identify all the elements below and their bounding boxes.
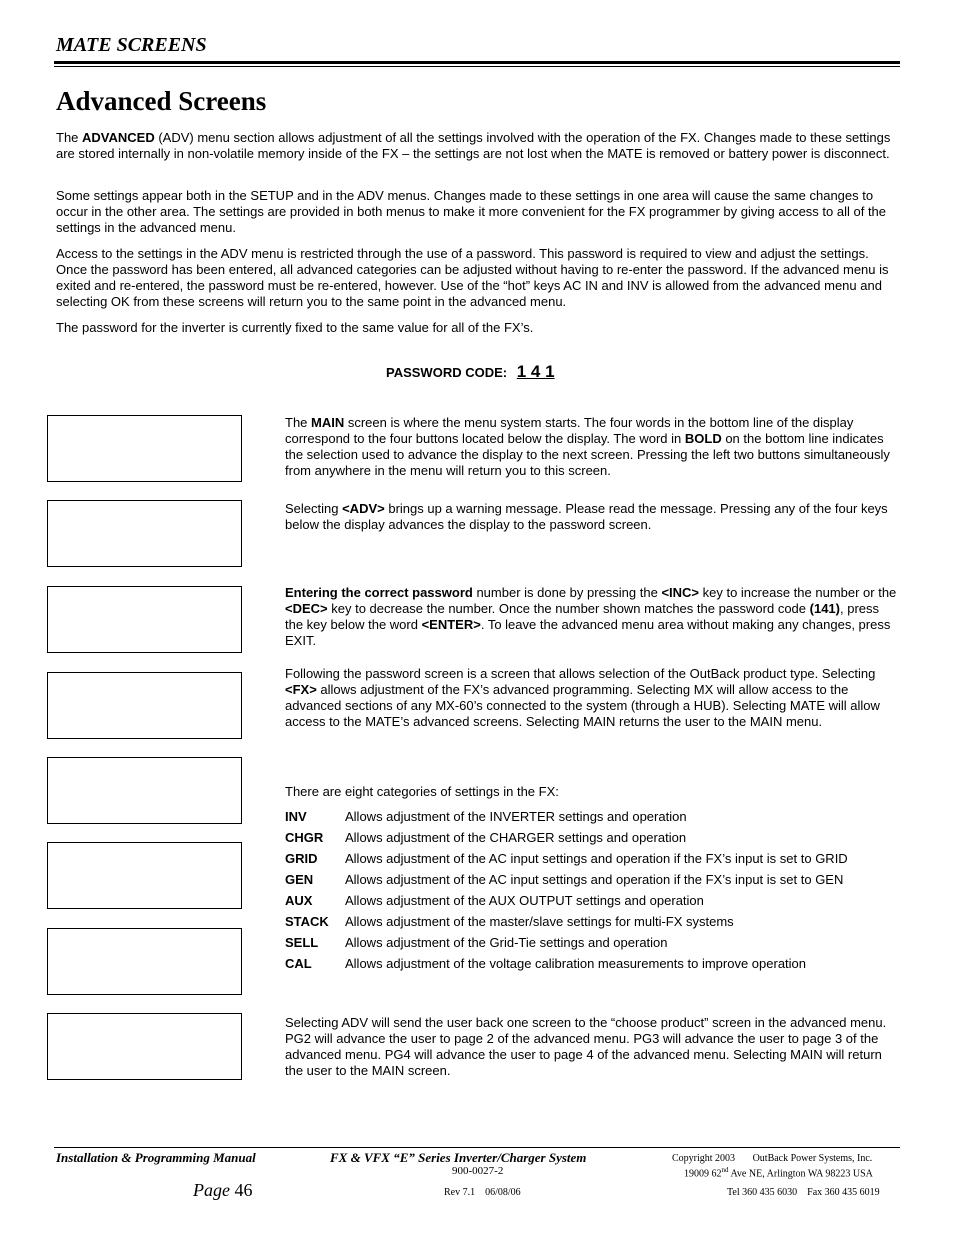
password-label: PASSWORD CODE: bbox=[386, 365, 508, 380]
screen-display-fx-page-3 bbox=[47, 928, 242, 995]
footer-revision bbox=[444, 1187, 521, 1198]
footer-page-value: 46 bbox=[234, 1180, 253, 1200]
footer-page-label: Page bbox=[193, 1180, 230, 1200]
intro-paragraph-2: Some settings appear both in the SETUP and in the ADV menus. Changes made to these settings in one area will cause the same changes to occur in the other area. The settings are provided in both menus to make it more convenient for the FX programmer by giving access to all of the settings in the advanced menu. bbox=[56, 188, 887, 235]
bold-text: BOLD bbox=[684, 431, 722, 446]
category-description: Allows adjustment of the master/slave settings for multi-FX systems bbox=[345, 914, 734, 929]
footer-tel: Tel 360 435 6030 bbox=[727, 1187, 798, 1198]
footer-part-number: 900-0027-2 bbox=[452, 1165, 504, 1177]
password-code bbox=[386, 362, 555, 382]
text-run: The bbox=[285, 415, 312, 430]
header-rule-thick bbox=[54, 61, 900, 64]
bold-text: <INC> bbox=[661, 585, 700, 600]
intro-1-post: (ADV) menu section allows adjustment of all the settings involved with the operation of the FX. Changes made to these settings are stored internally in non-volatile memory inside of the FX – the settings are not lost when the MATE is removed or battery power is disconnect. bbox=[56, 130, 891, 161]
screen-desc-choose-product bbox=[285, 666, 897, 730]
text-run: . To leave the advanced menu area without making any changes, press EXIT. bbox=[285, 617, 891, 648]
header-rule-thin bbox=[54, 66, 900, 67]
screen-desc-warning bbox=[285, 501, 897, 533]
bold-text: MAIN bbox=[311, 415, 345, 430]
bold-text: (141) bbox=[809, 601, 840, 616]
intro-1-pre: The bbox=[56, 130, 83, 145]
category-key: INV bbox=[285, 809, 307, 824]
category-key: SELL bbox=[285, 935, 319, 950]
category-key: CAL bbox=[285, 956, 312, 971]
footer-copyright-year: Copyright 2003 bbox=[672, 1153, 736, 1164]
text-run: key to decrease the number. Once the number shown matches the password code bbox=[327, 601, 810, 616]
bold-text: <DEC> bbox=[285, 601, 328, 616]
bold-text: <FX> bbox=[285, 682, 317, 697]
category-description: Allows adjustment of the AC input settings and operation if the FX’s input is set to GEN bbox=[345, 872, 844, 887]
footer-address-pre: 19009 62 bbox=[684, 1168, 722, 1180]
category-key: CHGR bbox=[285, 830, 324, 845]
footer-company: OutBack Power Systems, Inc. bbox=[752, 1153, 873, 1164]
screen-display-main bbox=[47, 415, 242, 482]
footer-rule bbox=[54, 1147, 900, 1148]
password-value: 1 4 1 bbox=[516, 362, 555, 381]
category-description: Allows adjustment of the voltage calibration measurements to improve operation bbox=[345, 956, 807, 971]
footer-fax: Fax 360 435 6019 bbox=[807, 1187, 880, 1198]
text-run: allows adjustment of the FX’s advanced programming. Selecting MX will allow access to the advanced sections of any MX-60’s connected to the system (through a HUB). Selecting MATE will allow access to the MATE’s advanced screens. Selecting MAIN returns the user to the MAIN menu. bbox=[285, 682, 880, 729]
footer-system-title: FX & VFX “E” Series Inverter/Charger System bbox=[330, 1150, 587, 1165]
category-description: Allows adjustment of the AUX OUTPUT settings and operation bbox=[345, 893, 704, 908]
screen-display-choose-product bbox=[47, 672, 242, 739]
text-run: brings up a warning message. Please read the message. Pressing any of the four keys below the display advances the display to the password screen. bbox=[285, 501, 888, 532]
screen-desc-main bbox=[285, 415, 897, 479]
text-run: key to increase the number or the bbox=[699, 585, 897, 600]
intro-1-bold: ADVANCED bbox=[82, 130, 155, 145]
footer-address-sup: nd bbox=[721, 1166, 729, 1174]
footer-address-post: Ave NE, Arlington WA 98223 USA bbox=[728, 1168, 873, 1180]
text-run: Following the password screen is a screen that allows selection of the OutBack product type. Selecting bbox=[285, 666, 876, 681]
category-description: Allows adjustment of the CHARGER settings and operation bbox=[345, 830, 687, 845]
screen-display-fx-page-2 bbox=[47, 842, 242, 909]
category-key: GRID bbox=[285, 851, 318, 866]
screen-desc-fx-pages: Selecting ADV will send the user back one screen to the “choose product” screen in the advanced menu. PG2 will advance the user to page 2 of the advanced menu. PG3 will advance the user to page 3 of the advanced menu. PG4 will advance the user to page 4 of the advanced menu. Selecting MAIN will return the user to the MAIN screen. bbox=[285, 1015, 887, 1078]
section-heading: MATE SCREENS bbox=[56, 34, 207, 56]
category-description: Allows adjustment of the Grid-Tie settings and operation bbox=[345, 935, 668, 950]
footer-rev: Rev 7.1 bbox=[444, 1187, 476, 1198]
screen-display-password bbox=[47, 586, 242, 653]
intro-paragraph-4: The password for the inverter is currently fixed to the same value for all of the FX’s. bbox=[56, 320, 534, 335]
footer-address bbox=[684, 1166, 873, 1179]
category-description: Allows adjustment of the AC input settings and operation if the FX’s input is set to GRID bbox=[345, 851, 848, 866]
intro-paragraph-1 bbox=[56, 130, 900, 162]
category-key: GEN bbox=[285, 872, 314, 887]
bold-text: Entering the correct password bbox=[285, 585, 473, 600]
category-description: Allows adjustment of the INVERTER settings and operation bbox=[345, 809, 687, 824]
categories-intro: There are eight categories of settings in the FX: bbox=[285, 784, 559, 799]
page-title: Advanced Screens bbox=[56, 86, 267, 116]
text-run: , press the key below the word bbox=[285, 601, 880, 632]
text-run: on the bottom line indicates the selection used to advance the display to the next screen. Pressing the left two buttons simultaneously from anywhere in the menu will return you to this screen. bbox=[285, 431, 890, 478]
footer-phone-fax bbox=[727, 1187, 880, 1198]
category-key: AUX bbox=[285, 893, 313, 908]
footer-page-number bbox=[193, 1180, 252, 1201]
footer-rev-date: 06/08/06 bbox=[485, 1187, 521, 1198]
intro-paragraph-3: Access to the settings in the ADV menu is restricted through the use of a password. This password is required to view and adjust the settings. Once the password has been entered, all advanced categories can be adjusted without having to re-enter the password. If the advanced menu is exited and re-entered, the password must be re-entered, however. Use of the “hot” keys AC IN and INV is allowed from the advanced menu and selecting OK from these screens will return you to the same point in the advanced menu. bbox=[56, 246, 889, 309]
screen-desc-password bbox=[285, 585, 897, 649]
screen-display-fx-page-1 bbox=[47, 757, 242, 824]
text-run: number is done by pressing the bbox=[472, 585, 662, 600]
bold-text: <ENTER> bbox=[421, 617, 481, 632]
text-run: Selecting bbox=[285, 501, 343, 516]
bold-text: <ADV> bbox=[342, 501, 385, 516]
footer-copyright bbox=[672, 1153, 872, 1164]
footer-manual-title: Installation & Programming Manual bbox=[56, 1150, 256, 1165]
text-run: screen is where the menu system starts. The four words in the bottom line of the display correspond to the four buttons located below the display. The word in bbox=[285, 415, 854, 446]
screen-display-warning bbox=[47, 500, 242, 567]
category-key: STACK bbox=[285, 914, 329, 929]
screen-display-fx-page-4 bbox=[47, 1013, 242, 1080]
